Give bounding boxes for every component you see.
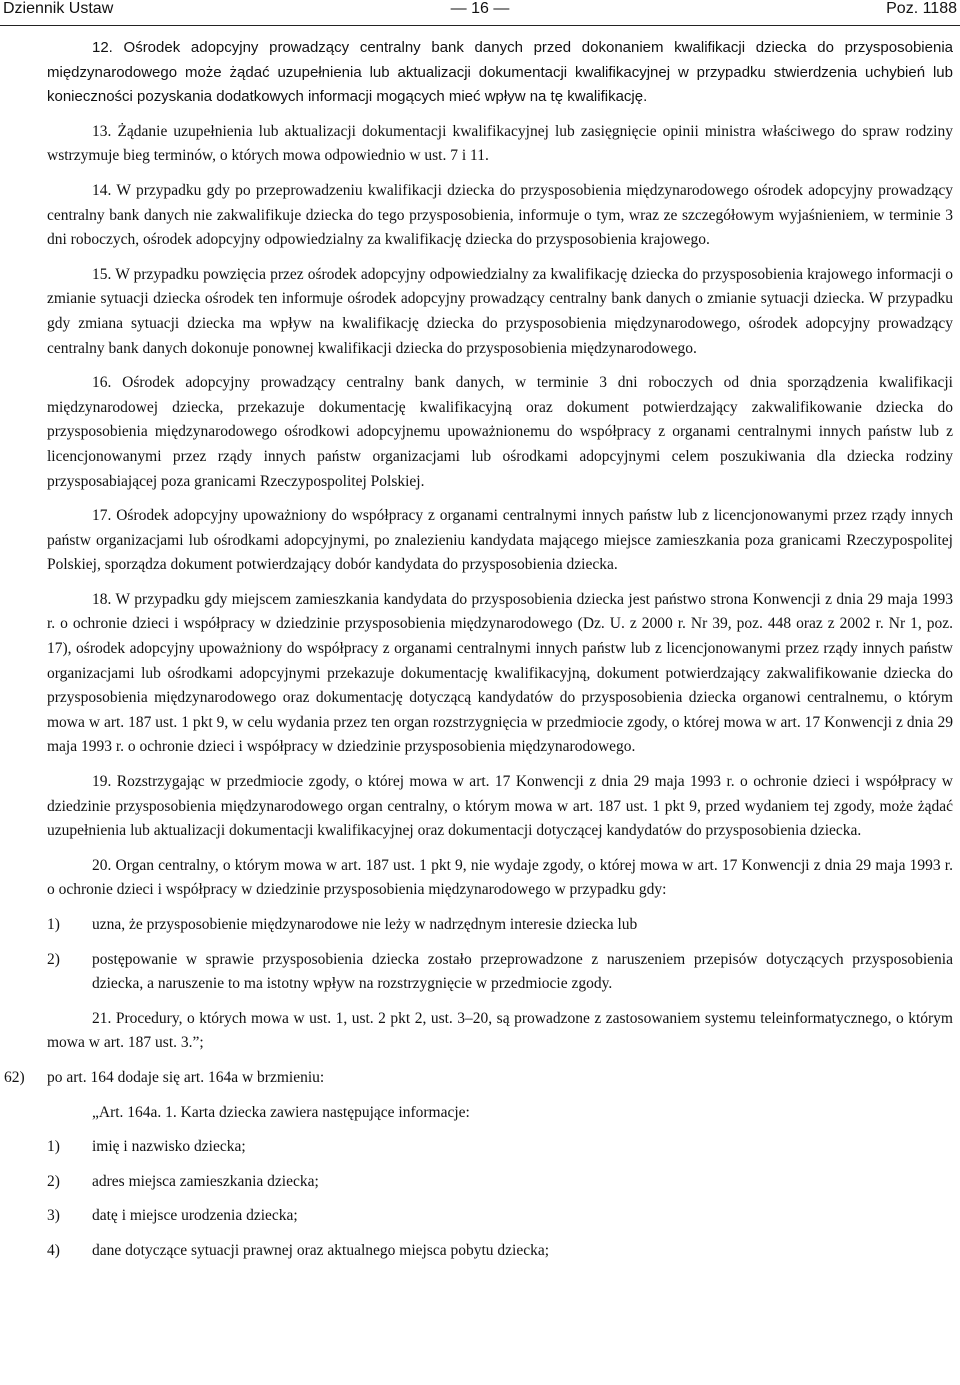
list-number: 2) [47,1172,60,1190]
list-text: postępowanie w sprawie przysposobienia dziecka zostało przeprowadzone z naruszeniem przepisów dotyczących przysposobienia dziecka, a naruszenie to ma istotny wpływ na rozstrzygnięcie w przedmiocie zgody. [92,950,953,993]
article-164a-item-4 [47,1239,953,1264]
paragraph-12: 12. Ośrodek adopcyjny prowadzący centralny bank danych przed dokonaniem kwalifikacji dziecka do przysposobienia międzynarodowego może żądać uzupełnienia lub aktualizacji dokumentacji kwalifikacyjnej w przypadku stwierdzenia uchybień lub konieczności pozyskania dodatkowych informacji mogących mieć wpływ na tę kwalifikację. [47,39,953,106]
header-rule [0,25,960,26]
article-164a-item-3 [47,1204,953,1229]
page-header [0,0,960,24]
list-text: uzna, że przysposobienie międzynarodowe nie leży w nadrzędnym interesie dziecka lub [92,916,638,933]
paragraph-13: 13. Żądanie uzupełnienia lub aktualizacji dokumentacji kwalifikacyjnej lub zasięgnięcie opinii ministra właściwego do spraw rodziny wstrzymuje bieg terminów, o których mowa odpowiednio w ust. 7 i 11. [47,122,953,165]
document-body [4,36,953,1274]
list-text: datę i miejsce urodzenia dziecka; [92,1207,298,1225]
list-text: imię i nazwisko dziecka; [92,1138,246,1156]
amendment-number: 62) [4,1068,25,1086]
list-number: 1) [47,916,60,933]
paragraph-20: 20. Organ centralny, o którym mowa w art. 187 ust. 1 pkt 9, nie wydaje zgody, o której mowa w art. 17 Konwencji z dnia 29 maja 1993 r. o ochronie dzieci i współpracy w dziedzinie przysposobienia międzynarodowego w przypadku gdy: [47,856,953,899]
paragraph-16: 16. Ośrodek adopcyjny prowadzący centralny bank danych, w terminie 3 dni roboczych od dnia sporządzenia kwalifikacji międzynarodowej dziecka, przekazuje dokumentację kwalifikacyjną oraz dokument potwierdzający zakwalifikowanie dziecka do przysposobienia międzynarodowego ośrodkowi adopcyjnemu upoważnionemu do współpracy z organami centralnymi innych państw lub z licencjonowanymi przez rządy innych państw organizacjami lub ośrodkami adopcyjnymi celem poszukiwania dla dziecka rodziny przysposabiającej poza granicami Rzeczypospolitej Polskiej. [47,374,953,490]
paragraph-21: 21. Procedury, o których mowa w ust. 1, ust. 2 pkt 2, ust. 3–20, są prowadzone z zastosowaniem systemu teleinformatycznego, o którym mowa w art. 187 ust. 3.”; [47,1009,953,1052]
position-number: Poz. 1188 [886,0,957,17]
journal-title: Dziennik Ustaw [3,0,114,17]
paragraph-18: 18. W przypadku gdy miejscem zamieszkania kandydata do przysposobienia dziecka jest państwo strona Konwencji z dnia 29 maja 1993 r. o ochronie dzieci i współpracy w dziedzinie przysposobienia międzynarodowego (Dz. U. z 2000 r. Nr 39, poz. 448 oraz z 2002 r. Nr 1, poz. 17), ośrodek adopcyjny upoważniony do współpracy z organami centralnymi innych państw lub z licencjonowanymi przez rządy innych państw organizacjami lub ośrodkami adopcyjnymi przekazuje dokumentację kwalifikacyjną, dokument potwierdzający zakwalifikowanie dziecka do przysposobienia międzynarodowego oraz dokumentację dotyczącą kandydatów do przysposobienia dziecka organowi centralnemu, o którym mowa w art. 187 ust. 1 pkt 9, w celu wydania przez ten organ rozstrzygnięcia w przedmiocie zgody, o której mowa w art. 17 Konwencji z dnia 29 maja 1993 r. o ochronie dzieci i współpracy w dziedzinie przysposobienia międzynarodowego. [47,590,953,756]
list-text: dane dotyczące sytuacji prawnej oraz aktualnego miejsca pobytu dziecka; [92,1241,550,1259]
paragraph-20-item-1 [47,913,953,938]
list-text: adres miejsca zamieszkania dziecka; [92,1172,319,1190]
list-number: 1) [47,1138,60,1156]
article-164a-item-1 [47,1135,953,1160]
paragraph-17: 17. Ośrodek adopcyjny upoważniony do współpracy z organami centralnymi innych państw lub z licencjonowanymi przez rządy innych państw organizacjami lub ośrodkami adopcyjnymi, po znalezieniu kandydata mającego miejsce zamieszkania poza granicami Rzeczypospolitej Polskiej, sporządza dokument potwierdzający dobór kandydata do przysposobienia dziecka. [47,507,953,574]
article-164a-intro: „Art. 164a. 1. Karta dziecka zawiera następujące informacje: [92,1103,470,1121]
list-number: 4) [47,1241,60,1259]
article-164a-item-2 [47,1170,953,1195]
paragraph-15: 15. W przypadku powzięcia przez ośrodek adopcyjny odpowiedzialny za kwalifikację dziecka do przysposobienia krajowego informacji o zmianie sytuacji dziecka ośrodek ten informuje ośrodek adopcyjny prowadzący centralny bank danych o zmianie sytuacji dziecka. W przypadku gdy zmiana sytuacji dziecka ma wpływ na kwalifikację dziecka do przysposobienia międzynarodowego, ośrodek adopcyjny prowadzący centralny bank danych dokonuje ponownej kwalifikacji dziecka do przysposobienia międzynarodowego. [47,265,953,357]
paragraph-19: 19. Rozstrzygając w przedmiocie zgody, o której mowa w art. 17 Konwencji z dnia 29 maja 1993 r. o ochronie dzieci i współpracy w dziedzinie przysposobienia międzynarodowego organ centralny, o którym mowa w art. 187 ust. 1 pkt 9, przed wydaniem tej zgody, może żądać uzupełnienia lub aktualizacji dokumentacji kwalifikacyjnej oraz dokumentacji dotyczącej kandydatów do przysposobienia dziecka. [47,773,953,840]
amendment-text: po art. 164 dodaje się art. 164a w brzmieniu: [47,1068,325,1086]
amendment-item-62 [4,1066,953,1091]
list-number: 3) [47,1207,60,1225]
page-number: — 16 — [450,0,510,17]
paragraph-14: 14. W przypadku gdy po przeprowadzeniu kwalifikacji dziecka do przysposobienia międzynarodowego ośrodek adopcyjny prowadzący centralny bank danych nie zakwalifikuje dziecka do tego przysposobienia, informuje o tym, wraz ze szczegółowym wyjaśnieniem, w terminie 3 dni roboczych, ośrodek adopcyjny odpowiedzialny za kwalifikację dziecka do przysposobienia krajowego. [47,181,953,249]
paragraph-20-item-2 [47,948,953,997]
list-number: 2) [47,950,60,968]
